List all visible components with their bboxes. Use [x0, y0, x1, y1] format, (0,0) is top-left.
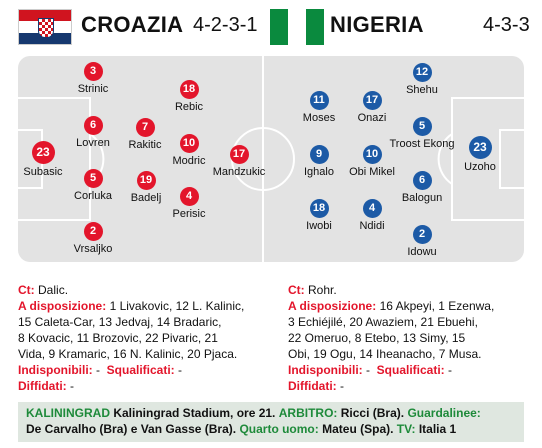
coach-value: Rohr. [308, 283, 337, 297]
referee: Ricci (Bra). [340, 406, 405, 420]
suspended-value: - [178, 363, 183, 377]
coach-label: Ct: [288, 283, 305, 297]
player-number: 4 [180, 187, 199, 206]
unavailable-value: - [366, 363, 370, 377]
player-number: 11 [310, 91, 329, 110]
match-details-box [18, 402, 524, 442]
away-team-name: NIGERIA [330, 12, 424, 37]
player-number: 18 [310, 199, 329, 218]
bench-line: 16 Akpeyi, 1 Ezenwa, [379, 299, 495, 313]
unavailable-value: - [96, 363, 100, 377]
player-number: 6 [84, 116, 103, 135]
player-name: Moses [302, 112, 336, 124]
bench-label: A disposizione: [288, 299, 377, 313]
player-number: 18 [180, 80, 199, 99]
bench-line: 1 Livakovic, 12 L. Kalinic, [109, 299, 245, 313]
player-number: 5 [84, 169, 103, 188]
player-name: Obi Mikel [349, 166, 395, 178]
player-name: Modric [172, 155, 206, 167]
player-number: 4 [363, 199, 382, 218]
warned-value: - [70, 379, 74, 393]
player-number: 3 [84, 62, 103, 81]
home-formation: 4-2-3-1 [193, 14, 258, 36]
nigeria-flag-icon [270, 9, 324, 45]
player-number: 2 [413, 225, 432, 244]
suspended-value: - [448, 363, 453, 377]
bench-line: 15 Caleta-Car, 13 Jedvaj, 14 Bradaric, [18, 315, 222, 329]
linesmen-label: Guardalinee: [407, 406, 481, 420]
player-strinic [53, 62, 133, 95]
fourth-official-label: Quarto uomo: [239, 422, 319, 436]
croatia-info [18, 282, 268, 394]
player-shehu [382, 63, 462, 96]
tv-label: TV: [396, 422, 416, 436]
player-number: 12 [413, 63, 432, 82]
bench-label: A disposizione: [18, 299, 107, 313]
player-name: Mandzukic [212, 166, 266, 178]
linesmen: De Carvalho (Bra) e Van Gasse (Bra). [26, 422, 237, 436]
player-uzoho [455, 136, 505, 173]
player-vrsaljko [53, 222, 133, 255]
player-rebic [149, 80, 229, 113]
home-team-name: CROAZIA [81, 12, 184, 37]
player-name: Iwobi [306, 220, 332, 232]
player-name: Uzoho [464, 161, 496, 173]
warned-label: Diffidati: [18, 379, 67, 393]
player-number: 17 [230, 145, 249, 164]
player-name: Shehu [406, 84, 438, 96]
player-number: 2 [84, 222, 103, 241]
player-name: Corluka [74, 190, 112, 202]
city-label: KALININGRAD [26, 406, 110, 420]
player-name: Idowu [407, 246, 437, 258]
player-number: 9 [310, 145, 329, 164]
bench-line: 8 Kovacic, 11 Brozovic, 22 Pivaric, 21 [18, 331, 218, 345]
player-name: Lovren [76, 137, 110, 149]
player-name: Ndidi [359, 220, 385, 232]
croatia-flag-icon [18, 9, 72, 45]
player-name: Badelj [130, 192, 162, 204]
player-name: Balogun [401, 192, 443, 204]
player-name: Perisic [172, 208, 206, 220]
bench-line: Obi, 19 Ogu, 14 Iheanacho, 7 Musa. [288, 347, 482, 361]
player-name: Vrsaljko [73, 243, 113, 255]
coach-label: Ct: [18, 283, 35, 297]
player-number: 19 [137, 171, 156, 190]
coach-value: Dalic. [38, 283, 69, 297]
player-number: 6 [413, 171, 432, 190]
player-name: Ighalo [304, 166, 334, 178]
suspended-label: Squalificati: [376, 363, 445, 377]
suspended-label: Squalificati: [106, 363, 175, 377]
away-formation: 4-3-3 [483, 14, 530, 36]
player-mandzukic [199, 145, 279, 178]
player-number: 7 [136, 118, 155, 137]
player-number: 10 [363, 145, 382, 164]
player-name: Troost Ekong [389, 138, 455, 150]
player-number: 10 [180, 134, 199, 153]
pitch [18, 56, 524, 262]
player-number: 23 [469, 136, 492, 159]
venue: Kaliningrad Stadium, ore 21. [113, 406, 276, 420]
player-name: Rebic [174, 101, 204, 113]
nigeria-info [288, 282, 528, 394]
player-name: Strinic [77, 83, 109, 95]
tv-channel: Italia 1 [418, 422, 457, 436]
warned-label: Diffidati: [288, 379, 337, 393]
player-name: Onazi [357, 112, 387, 124]
player-number: 23 [32, 141, 55, 164]
unavailable-label: Indisponibili: [18, 363, 93, 377]
fourth-official: Mateu (Spa). [322, 422, 394, 436]
player-number: 5 [413, 117, 432, 136]
player-idowu [382, 225, 462, 258]
bench-line: Vida, 9 Kramaric, 16 N. Kalinic, 20 Pjaca. [18, 347, 238, 361]
player-perisic [149, 187, 229, 220]
referee-label: ARBITRO: [278, 406, 338, 420]
bench-line: 22 Omeruo, 8 Etebo, 13 Simy, 15 [288, 331, 466, 345]
player-name: Rakitic [128, 139, 162, 151]
player-number: 17 [363, 91, 382, 110]
bench-line: 3 Echiéjilé, 20 Awaziem, 21 Ebuehi, [288, 315, 478, 329]
player-name: Subasic [23, 166, 63, 178]
warned-value: - [340, 379, 344, 393]
unavailable-label: Indisponibili: [288, 363, 363, 377]
match-header [0, 0, 542, 54]
